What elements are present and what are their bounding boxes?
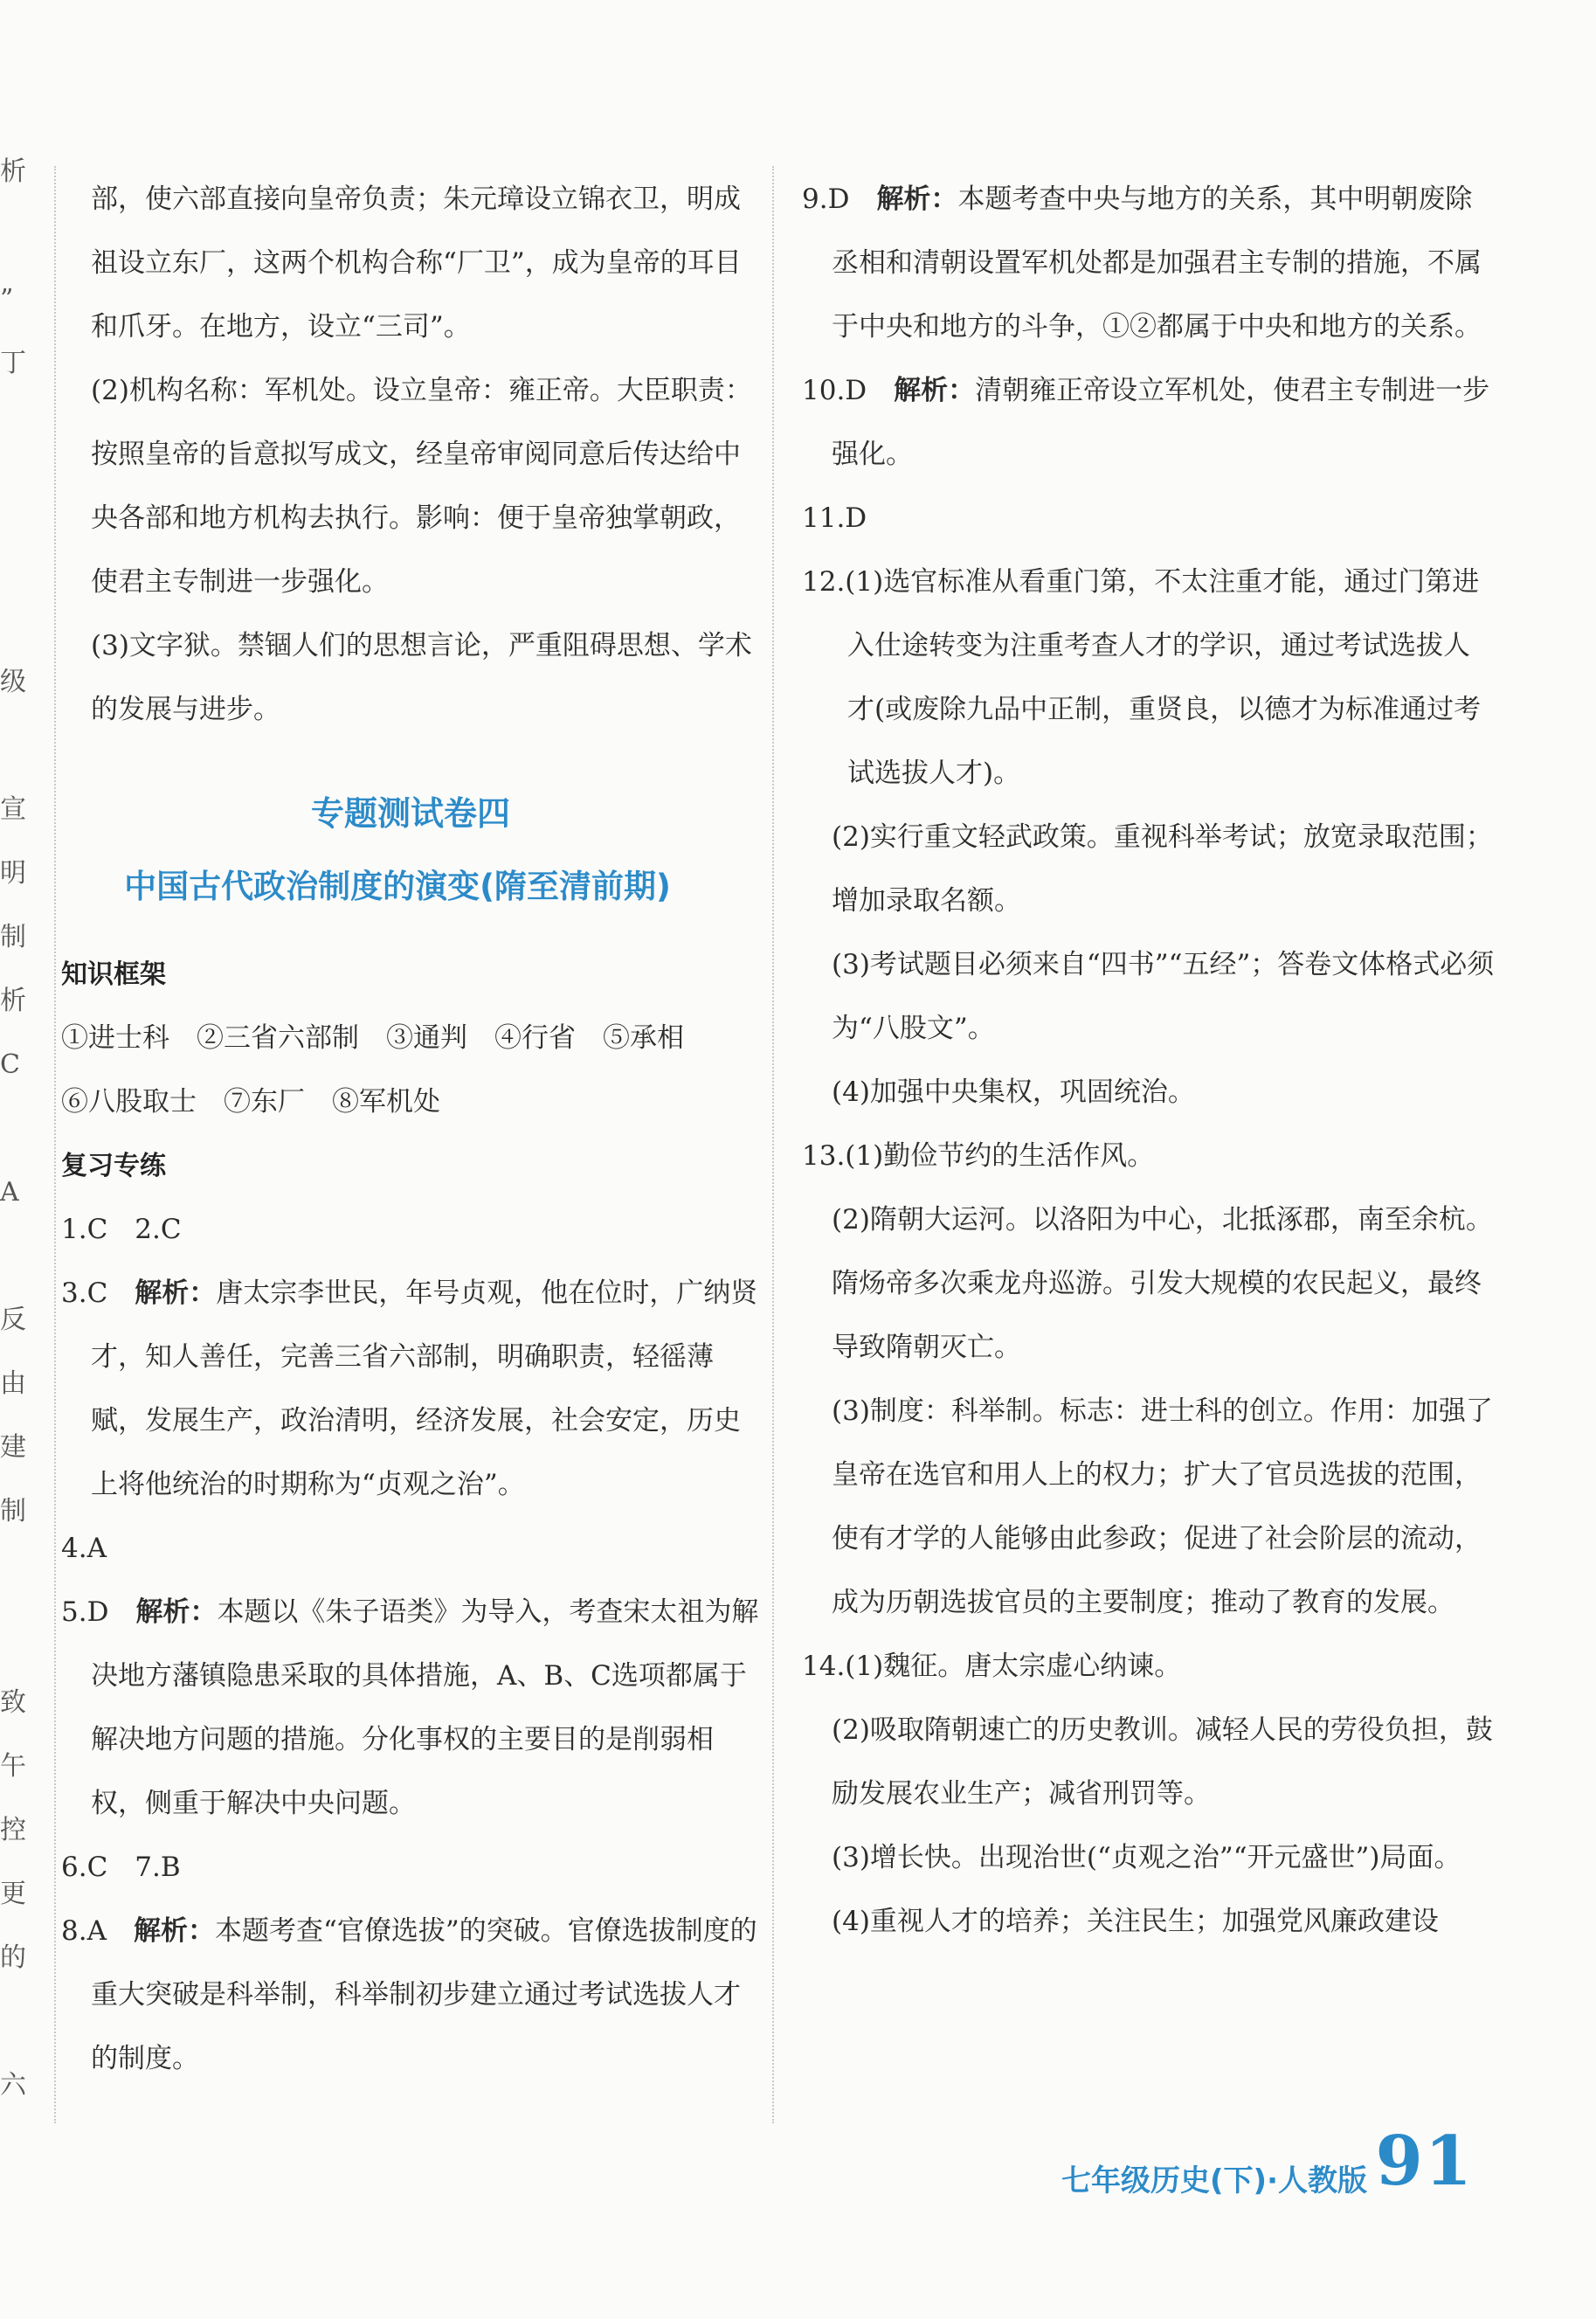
edge-char: A <box>0 1177 19 1208</box>
answer-subitem: (2)吸取隋朝速亡的历史教训。减轻人民的劳役负担，鼓励发展农业生产；减省刑罚等。 <box>832 1714 1493 1810</box>
answer-item: 5.D 解析：本题以《朱子语类》为导入，考查宋太祖为解决地方藩镇隐患采取的具体措施，A、B、C选项都属于解决地方问题的措施。分化事权的主要目的是削弱相权，侧重于解决中央问题。 <box>61 1596 759 1819</box>
edge-char <box>0 523 23 586</box>
edge-char <box>0 1543 23 1607</box>
answer-item: 9.D 解析：本题考查中央与地方的关系，其中明朝废除丞相和清朝设置军机处都是加强君主专制的措施，不属于中央和地方的斗争，①②都属于中央和地方的关系。 <box>802 183 1482 343</box>
answer-subitem: (2)实行重文轻武政策。重视科举考试；放宽录取范围；增加录取名额。 <box>832 821 1493 917</box>
edge-char: 反 <box>0 1305 26 1335</box>
answer-subitem: (3)增长快。出现治世(“贞观之治”“开元盛世”)局面。 <box>832 1842 1461 1873</box>
left-column <box>61 168 760 2091</box>
knowledge-framework-line: ⑥八股取士 ⑦东厂 ⑧军机处 <box>61 1086 440 1118</box>
column-divider-center <box>772 166 774 2123</box>
section-heading: 复习专练 <box>61 1151 166 1181</box>
answer-subitem: (3)制度：科举制。标志：进士科的创立。作用：加强了皇帝在选官和用人上的权力；扩大了官员选拔的范围，使有才学的人能够由此参政；促进了社会阶层的流动，成为历朝选拔官员的主要制度；推动了教育的发展。 <box>832 1395 1493 1618</box>
edge-char: 致 <box>0 1687 26 1718</box>
edge-char: 析 <box>0 156 26 187</box>
answer-subitem: (4)重视人才的培养；关注民生；加强党风廉政建设 <box>832 1906 1439 1937</box>
page-number: 91 <box>1375 2122 1474 2201</box>
analysis-label: 解析： <box>876 183 958 215</box>
edge-char: ” <box>0 284 14 315</box>
edge-char: 级 <box>0 667 26 697</box>
test-subtitle: 中国古代政治制度的演变(隋至清前期) <box>124 868 671 905</box>
book-title-footer: 七年级历史(下)·人教版 <box>1061 2163 1367 2198</box>
answer-item: 6.C 7.B <box>61 1852 181 1883</box>
answer-item: 3.C 解析：唐太宗李世民，年号贞观，他在位时，广纳贤才，知人善任，完善三省六部制，明确职责，轻徭薄赋，发展生产，政治清明，经济发展，社会安定，历史上将他统治的时期称为“贞观之治”。 <box>61 1277 758 1500</box>
edge-char: 的 <box>0 1942 26 1973</box>
section-heading: 知识框架 <box>61 959 166 990</box>
answer-item: 14.(1)魏征。唐太宗虚心纳谏。 <box>802 1651 1182 1682</box>
answer-item: 4.A <box>61 1533 107 1564</box>
answer-item: 8.A 解析：本题考查“官僚选拔”的突破。官僚选拔制度的重大突破是科举制，科举制初步建立通过考试选拔人才的制度。 <box>61 1915 757 2074</box>
edge-char: 由 <box>0 1368 26 1399</box>
answer-item: 10.D 解析：清朝雍正帝设立军机处，使君主专制进一步强化。 <box>802 375 1490 470</box>
answer-subitem: (4)加强中央集权，巩固统治。 <box>832 1076 1195 1108</box>
edge-char <box>0 714 23 778</box>
edge-char: 丁 <box>0 348 26 378</box>
edge-char: 控 <box>0 1815 26 1845</box>
edge-char: 析 <box>0 986 26 1016</box>
edge-char: 宣 <box>0 794 26 825</box>
analysis-label: 解析： <box>135 1277 217 1309</box>
edge-char: 六 <box>0 2070 26 2101</box>
answer-item: 12.(1)选官标准从看重门第，不太注重才能，通过门第进入仕途转变为注重考查人才的学识，通过考试选拔人才(或废除九品中正制，重贤良，以德才为标准通过考试选拔人才)。 <box>802 566 1482 789</box>
answer-subitem: (3)考试题目必须来自“四书”“五经”；答卷文体格式必须为“八股文”。 <box>832 949 1495 1044</box>
analysis-label: 解析： <box>135 1596 218 1628</box>
edge-char: 制 <box>0 1496 26 1526</box>
answer-paragraph: (3)文字狱。禁锢人们的思想言论，严重阻碍思想、学术的发展与进步。 <box>91 630 752 725</box>
adjacent-page-edge <box>0 140 26 2149</box>
edge-char <box>0 204 23 267</box>
edge-char <box>0 1224 23 1288</box>
answer-subitem: (2)隋朝大运河。以洛阳为中心，北抵涿郡，南至余杭。隋炀帝多次乘龙舟巡游。引发大规模的农民起义，最终导致隋朝灭亡。 <box>832 1204 1493 1363</box>
edge-char: 明 <box>0 858 26 889</box>
edge-char <box>0 459 23 523</box>
column-divider-left <box>54 166 56 2123</box>
edge-char: C <box>0 1049 20 1080</box>
edge-char: 建 <box>0 1432 26 1463</box>
edge-char: 午 <box>0 1751 26 1782</box>
answer-item: 11.D <box>802 502 867 534</box>
test-title: 专题测试卷四 <box>310 794 510 833</box>
right-column <box>802 168 1496 1954</box>
answer-paragraph: (2)机构名称：军机处。设立皇帝：雍正帝。大臣职责：按照皇帝的旨意拟写成文，经皇帝审阅同意后传达给中央各部和地方机构去执行。影响：便于皇帝独掌朝政，使君主专制进一步强化。 <box>91 375 752 598</box>
edge-char <box>0 1607 23 1671</box>
edge-char <box>0 1097 23 1160</box>
edge-char: 制 <box>0 922 26 952</box>
analysis-label: 解析： <box>894 375 976 406</box>
answer-item: 1.C 2.C <box>61 1214 182 1245</box>
analysis-label: 解析： <box>133 1915 215 1947</box>
knowledge-framework-line: ①进士科 ②三省六部制 ③通判 ④行省 ⑤承相 <box>61 1022 684 1054</box>
edge-char: 更 <box>0 1879 26 1909</box>
edge-char <box>0 395 23 459</box>
answer-paragraph: 部，使六部直接向皇帝负责；朱元璋设立锦衣卫，明成祖设立东厂，这两个机构合称“厂卫”，成为皇帝的耳目和爪牙。在地方，设立“三司”。 <box>91 183 742 343</box>
edge-char <box>0 1990 23 2053</box>
answer-item: 13.(1)勤俭节约的生活作风。 <box>802 1140 1155 1172</box>
edge-char <box>0 586 23 650</box>
